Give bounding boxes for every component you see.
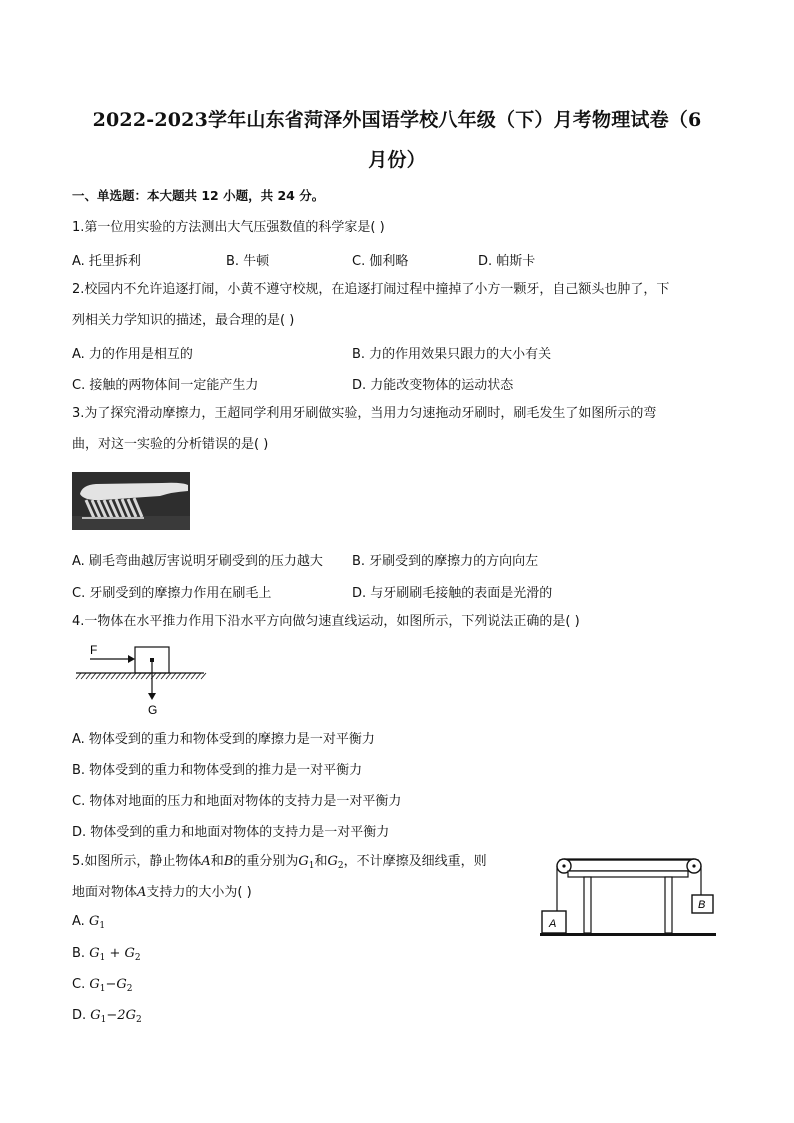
q4-option-c[interactable]: C. 物体对地面的压力和地面对物体的支持力是一对平衡力: [72, 794, 402, 809]
block-b-label: B: [698, 899, 706, 911]
q4-option-a[interactable]: A. 物体受到的重力和物体受到的摩擦力是一对平衡力: [72, 732, 375, 747]
right-pulley-axle: [692, 864, 695, 867]
table-top: [560, 860, 698, 871]
q3-option-d[interactable]: D. 与牙刷刷毛接触的表面是光滑的: [352, 586, 553, 601]
gravity-g-label: G: [148, 703, 158, 717]
q1-stem: 1.第一位用实验的方法测出大气压强数值的科学家是( ): [72, 220, 385, 235]
center-of-mass: [150, 658, 154, 662]
push-arrowhead: [128, 655, 135, 663]
toothbrush-figure: [72, 472, 190, 530]
q3-option-a[interactable]: A. 刷毛弯曲越厉害说明牙刷受到的压力越大: [72, 554, 323, 569]
q2-stem-line-2: 列相关力学知识的描述，最合理的是( ): [72, 313, 295, 328]
q3-stem-line-2: 曲，对这一实验的分析错误的是( ): [72, 437, 269, 452]
q1-option-a[interactable]: A. 托里拆利: [72, 254, 141, 269]
force-f-label: F: [90, 643, 98, 657]
force-diagram: [72, 638, 212, 720]
q2-option-a[interactable]: A. 力的作用是相互的: [72, 347, 193, 362]
q1-option-d[interactable]: D. 帕斯卡: [478, 254, 536, 269]
q3-option-c[interactable]: C. 牙刷受到的摩擦力作用在刷毛上: [72, 586, 272, 601]
pulley-diagram: [538, 855, 728, 940]
q1-option-c[interactable]: C. 伽利略: [352, 254, 409, 269]
gravity-arrowhead: [148, 693, 156, 700]
q2-option-d[interactable]: D. 力能改变物体的运动状态: [352, 378, 514, 393]
q5-option-a[interactable]: A. $G_1$: [72, 914, 106, 931]
title-line-1: 2022-2023学年山东省菏泽外国语学校八年级（下）月考物理试卷（6: [92, 109, 702, 131]
table-apron: [568, 871, 688, 877]
q3-stem-line-1: 3.为了探究滑动摩擦力，王超同学利用牙刷做实验，当用力匀速拖动牙刷时，刷毛发生了如图所示的弯: [72, 406, 657, 421]
section-heading: 一、单选题：本大题共 12 小题，共 24 分。: [72, 188, 325, 203]
left-pulley-axle: [562, 864, 565, 867]
q5-stem-line-1: 5.如图所示，静止物体A和B的重分别为$G_1$和$G_2$，不计摩擦及细线重，则: [72, 854, 487, 871]
q5-option-c[interactable]: C. $G_1-G_2$: [72, 977, 133, 994]
q3-option-b[interactable]: B. 牙刷受到的摩擦力的方向向左: [352, 554, 539, 569]
q2-option-c[interactable]: C. 接触的两物体间一定能产生力: [72, 378, 259, 393]
ground-hatching: [76, 673, 206, 679]
table-leg-right: [665, 877, 672, 933]
q4-option-d[interactable]: D. 物体受到的重力和地面对物体的支持力是一对平衡力: [72, 825, 390, 840]
block-a-label: A: [549, 918, 557, 930]
page-title: [60, 100, 734, 180]
q1-option-b[interactable]: B. 牛顿: [226, 254, 270, 269]
q5-stem-line-2: 地面对物体A支持力的大小为( ): [72, 885, 252, 900]
floor: [540, 933, 716, 936]
title-line-2: 月份）: [368, 149, 426, 171]
q5-option-d[interactable]: D. $G_1-2G_2$: [72, 1008, 142, 1025]
q2-option-b[interactable]: B. 力的作用效果只跟力的大小有关: [352, 347, 552, 362]
q5-option-b[interactable]: B. $G_1 + G_2$: [72, 946, 141, 963]
table-leg-left: [584, 877, 591, 933]
q4-stem: 4.一物体在水平推力作用下沿水平方向做匀速直线运动，如图所示，下列说法正确的是( ): [72, 614, 580, 629]
q4-option-b[interactable]: B. 物体受到的重力和物体受到的推力是一对平衡力: [72, 763, 363, 778]
q2-stem-line-1: 2.校园内不允许追逐打闹，小黄不遵守校规，在追逐打闹过程中撞掉了小方一颗牙，自己额头也肿了，下: [72, 282, 670, 297]
